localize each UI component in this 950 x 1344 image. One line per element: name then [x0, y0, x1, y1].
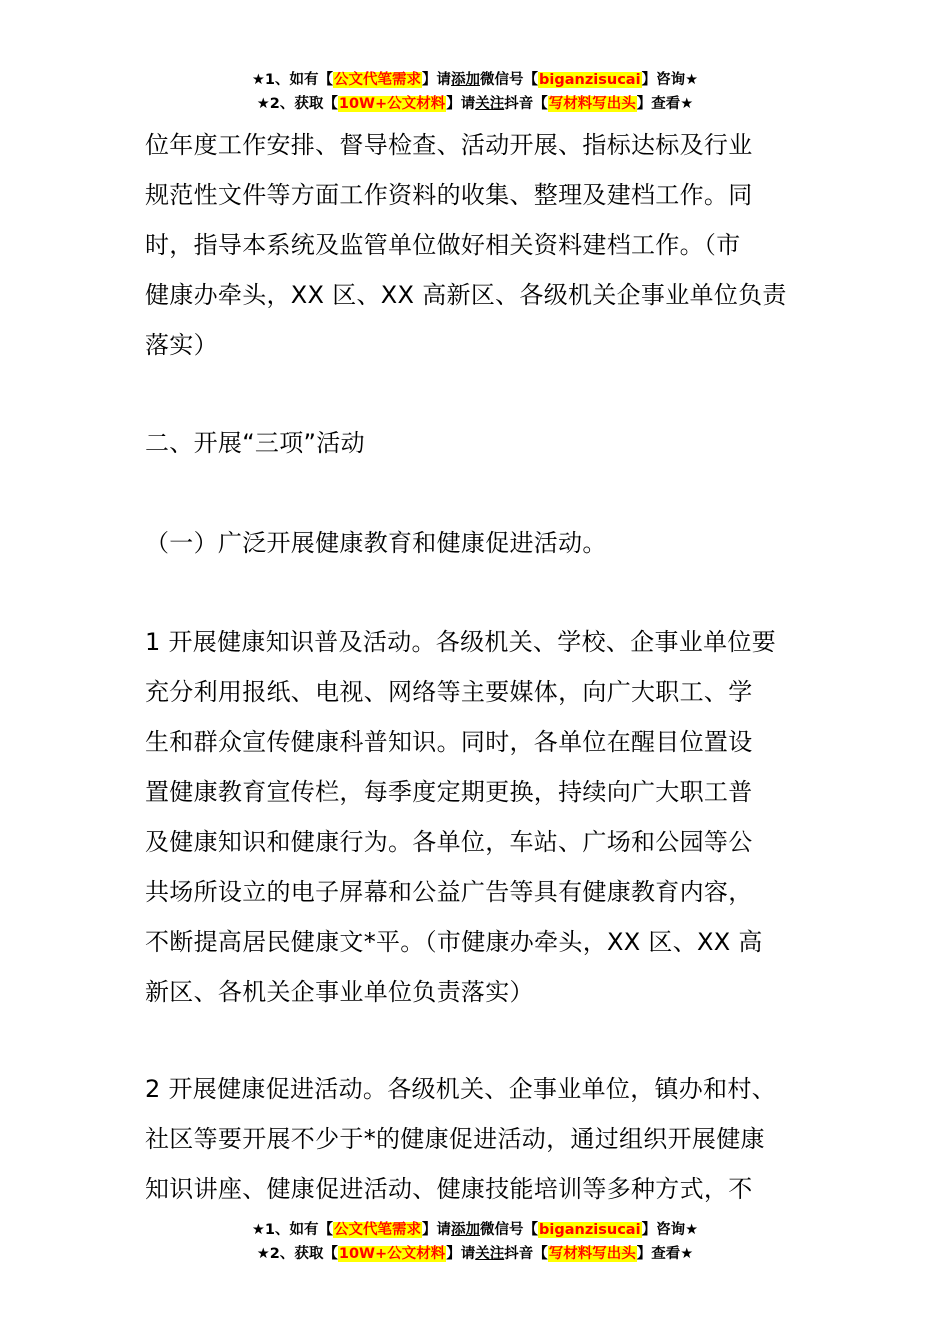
banner-line-1 — [0, 68, 950, 92]
banner-line-2 — [0, 1242, 950, 1266]
banner-text: 】请 — [446, 1246, 476, 1262]
banner-text: 】查看★ — [636, 96, 694, 112]
text-line: 不断提高居民健康文*平。（市健康办牵头，XX 区、XX 高 — [145, 928, 763, 956]
underlined-text: 关注 — [475, 1246, 505, 1262]
text-line: 位年度工作安排、督导检查、活动开展、指标达标及行业 — [145, 131, 753, 159]
heading-text: 二、开展“三项”活动 — [145, 429, 365, 457]
banner-text: ★2、获取【 — [256, 1246, 338, 1262]
paragraph-health-promotion — [145, 1064, 815, 1214]
text-line: 新区、各机关企事业单位负责落实） — [145, 978, 534, 1006]
text-line: 2 开展健康促进活动。各级机关、企事业单位，镇办和村、 — [145, 1075, 776, 1103]
text-line: 健康办牵头，XX 区、XX 高新区、各级机关企事业单位负责 — [145, 281, 787, 309]
underlined-text: 添加 — [451, 72, 481, 88]
text-line: 置健康教育宣传栏，每季度定期更换，持续向广大职工普 — [145, 778, 753, 806]
banner-text: 抖音【 — [504, 96, 548, 112]
banner-text: ★1、如有【 — [251, 1222, 334, 1238]
banner-text: 】请 — [446, 96, 476, 112]
banner-text: 】请 — [422, 72, 452, 88]
banner-text: 微信号【 — [480, 72, 539, 88]
header-banner — [0, 68, 950, 116]
banner-line-2 — [0, 92, 950, 116]
banner-text: 抖音【 — [504, 1246, 548, 1262]
banner-text: 】咨询★ — [641, 72, 699, 88]
banner-text: 】请 — [422, 1222, 452, 1238]
banner-text: 】咨询★ — [641, 1222, 699, 1238]
highlight-materials: 10W+公文材料 — [338, 96, 446, 112]
highlight-wechat-id: biganzisucai — [539, 72, 641, 88]
banner-text: 】查看★ — [636, 1246, 694, 1262]
text-line: 落实） — [145, 331, 218, 359]
text-line: 社区等要开展不少于*的健康促进活动，通过组织开展健康 — [145, 1125, 765, 1153]
underlined-text: 添加 — [451, 1222, 481, 1238]
paragraph-health-knowledge — [145, 617, 815, 1017]
footer-banner — [0, 1218, 950, 1266]
highlight-materials: 10W+公文材料 — [338, 1246, 446, 1262]
underlined-text: 关注 — [475, 96, 505, 112]
text-line: 时，指导本系统及监管单位做好相关资料建档工作。（市 — [145, 231, 741, 259]
text-line: 生和群众宣传健康科普知识。同时，各单位在醒目位置设 — [145, 728, 753, 756]
paragraph-archive-work — [145, 120, 815, 370]
subheading-text: （一）广泛开展健康教育和健康促进活动。 — [145, 529, 607, 557]
text-line: 共场所设立的电子屏幕和公益广告等具有健康教育内容， — [145, 878, 753, 906]
banner-text: ★2、获取【 — [256, 96, 338, 112]
highlight-douyin-id: 写材料写出头 — [548, 1246, 636, 1262]
highlight-douyin-id: 写材料写出头 — [548, 96, 636, 112]
banner-text: ★1、如有【 — [251, 72, 334, 88]
section-heading — [145, 418, 815, 468]
text-line: 规范性文件等方面工作资料的收集、整理及建档工作。同 — [145, 181, 753, 209]
banner-text: 微信号【 — [480, 1222, 539, 1238]
text-line: 充分利用报纸、电视、网络等主要媒体，向广大职工、学 — [145, 678, 753, 706]
banner-line-1 — [0, 1218, 950, 1242]
highlight-service: 公文代笔需求 — [334, 72, 422, 88]
subsection-heading — [145, 518, 815, 568]
highlight-wechat-id: biganzisucai — [539, 1222, 641, 1238]
highlight-service: 公文代笔需求 — [334, 1222, 422, 1238]
text-line: 1 开展健康知识普及活动。各级机关、学校、企事业单位要 — [145, 628, 776, 656]
text-line: 知识讲座、健康促进活动、健康技能培训等多种方式，不 — [145, 1175, 753, 1203]
text-line: 及健康知识和健康行为。各单位，车站、广场和公园等公 — [145, 828, 753, 856]
